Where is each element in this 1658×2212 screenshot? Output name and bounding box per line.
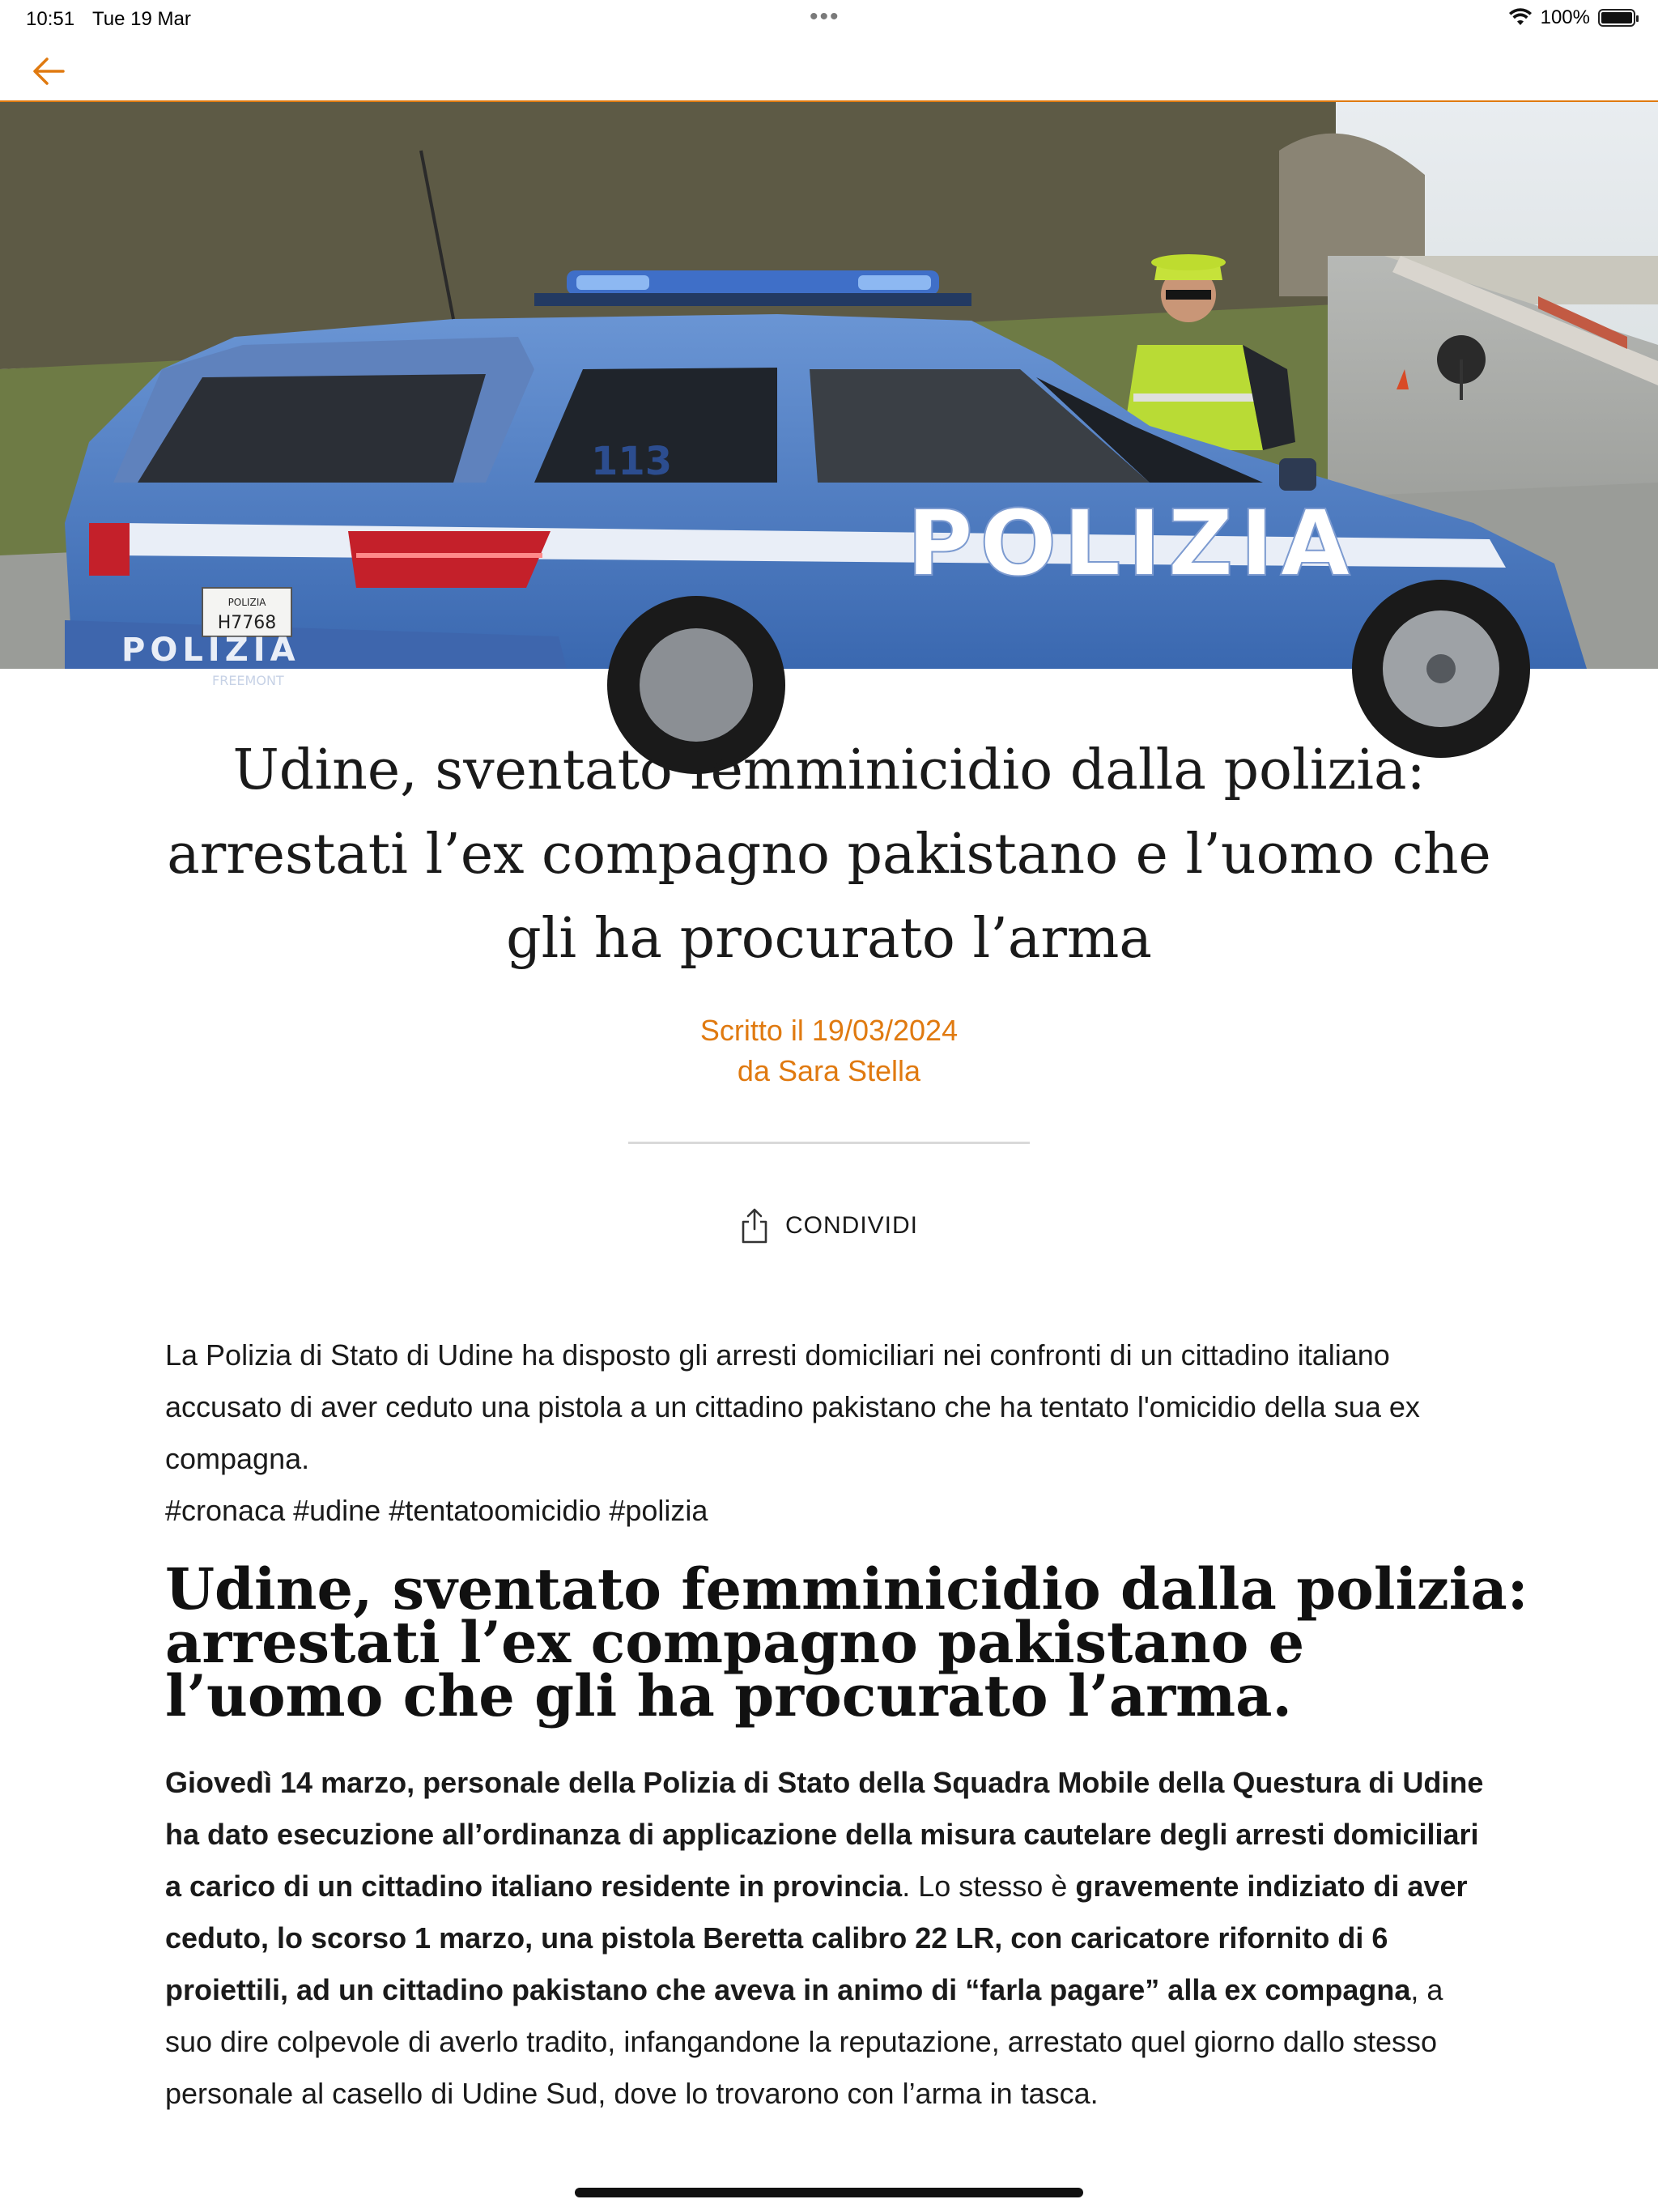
section-heading: Udine, sventato femminicidio dalla polizia: arrestati l’ex compagno pakistano e l’uomo che gli ha procurato l’arma. xyxy=(165,1555,1528,1729)
hero-image xyxy=(0,102,1658,688)
paragraph-bold-b: gravemente indiziato di aver ceduto, lo scorso 1 marzo, una pistola Beretta calibro 22 LR, con caricatore rifornito di 6 proiettili, ad un cittadino pakistano che aveva in animo di “farla pagare” alla ex compagna xyxy=(165,1870,1468,2006)
share-button[interactable] xyxy=(738,1206,918,1245)
hashtags[interactable]: #cronaca #udine #tentatoomicidio #polizia xyxy=(165,1494,708,1527)
battery-percent: 100% xyxy=(1540,6,1590,28)
hero-plate: H7768 xyxy=(217,613,277,633)
article-title: Udine, sventato femminicidio dalla polizia: arrestati l’ex compagno pakistano e l’uomo che gli ha procurato l’arma xyxy=(167,738,1491,971)
hero-car-text: POLIZIA xyxy=(907,491,1357,597)
share-label: CONDIVIDI xyxy=(785,1212,919,1239)
divider xyxy=(628,1142,1030,1144)
publish-date: Scritto il 19/03/2024 xyxy=(699,1014,959,1047)
hero-car-number: 113 xyxy=(591,439,673,484)
paragraph-text-b: , a suo dire colpevole di averlo tradito, infangandone la reputazione, arrestato quel giorno dallo stesso personale al casello di Udine Sud, dove lo trovarono con l’arma in tasca. xyxy=(165,1973,1443,2110)
police-car-photo xyxy=(0,102,1658,688)
multitasking-dots-icon[interactable]: ••• xyxy=(810,3,840,30)
back-button[interactable] xyxy=(28,49,73,94)
arrow-left-icon xyxy=(28,49,73,94)
hero-rear-text: POLIZIA xyxy=(121,632,300,669)
article-paragraph xyxy=(165,1757,1493,2120)
author-name[interactable]: da Sara Stella xyxy=(737,1054,921,1087)
battery-icon xyxy=(1598,9,1635,27)
article-intro: La Polizia di Stato di Udine ha disposto gli arresti domiciliari nei confronti di un cittadino italiano accusato di aver ceduto una pistola a un cittadino pakistano che ha tentato l'omicidio della sua ex compagna. xyxy=(165,1338,1420,1475)
status-right xyxy=(1508,6,1635,29)
home-indicator[interactable] xyxy=(575,2188,1083,2197)
nav-bar xyxy=(0,39,1658,102)
status-bar xyxy=(0,0,1658,39)
status-time: 10:51 xyxy=(26,8,75,30)
hero-plate-top: POLIZIA xyxy=(227,597,266,608)
status-date: Tue 19 Mar xyxy=(92,8,191,30)
paragraph-bold-a: Giovedì 14 marzo, personale della Polizia di Stato della Squadra Mobile della Questura di Udine ha dato esecuzione all’ordinanza di applicazione della misura cautelare degli arresti domiciliari a carico di un cittadino italiano residente in provincia xyxy=(165,1766,1484,1903)
byline xyxy=(0,1010,1658,1091)
share-icon xyxy=(738,1206,771,1245)
paragraph-text-a: . Lo stesso è xyxy=(902,1870,1076,1903)
wifi-icon xyxy=(1508,9,1533,27)
battery-fill xyxy=(1601,12,1632,23)
hero-model: FREEMONT xyxy=(212,673,284,688)
